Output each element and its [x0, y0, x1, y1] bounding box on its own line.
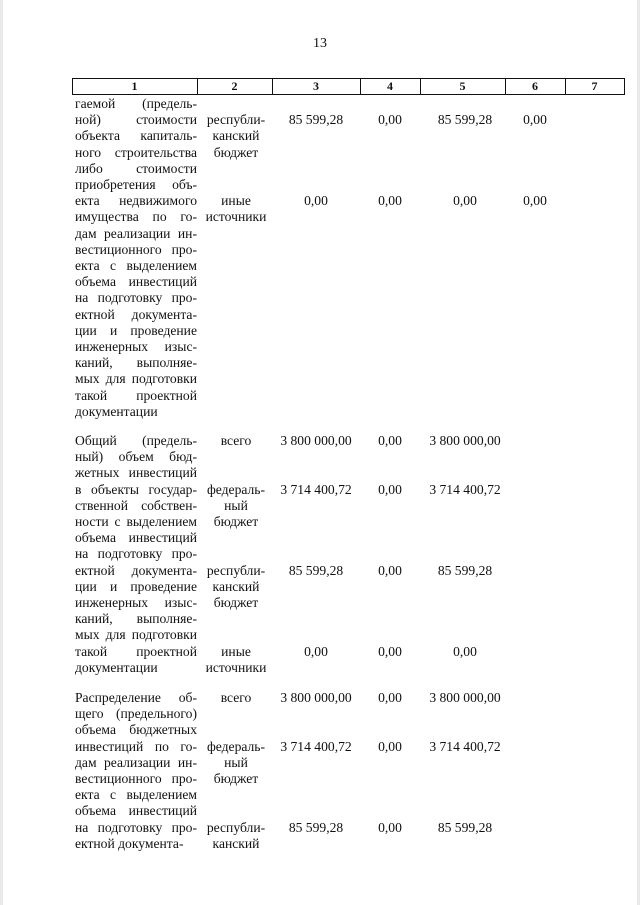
description-2	[75, 433, 197, 676]
description-line: на подготовку про-	[75, 819, 197, 835]
description-line: инженерных изыс-	[75, 595, 197, 611]
header-cell-7: 7	[591, 79, 598, 93]
description-line: такой проектной	[75, 643, 197, 659]
funding-source-line: бюджет	[213, 771, 259, 786]
funding-source-line: канский	[212, 578, 260, 594]
funding-source	[200, 644, 272, 676]
funding-source	[200, 112, 272, 161]
scan-edge	[0, 0, 3, 905]
value-col-3: 3 800 000,00	[280, 433, 352, 448]
funding-source	[200, 433, 272, 449]
value-col-3: 3 800 000,00	[280, 690, 352, 705]
funding-source-line: федераль-	[206, 481, 266, 497]
description-line: объема инвестиций	[75, 530, 197, 546]
description-line: вестиционного про-	[75, 771, 197, 787]
value-col-4: 0,00	[378, 690, 402, 705]
value-col-6: 0,00	[523, 112, 547, 128]
funding-source-line: иные	[221, 643, 251, 659]
description-line: в объекты государ-	[75, 481, 197, 497]
description-line: либо стоимости	[75, 160, 197, 176]
description-3	[75, 690, 197, 852]
description-line: каний, выполняе-	[75, 611, 197, 627]
header-cell-1: 1	[131, 79, 138, 93]
header-cell-3: 3	[313, 79, 319, 93]
value-col-3: 0,00	[304, 643, 328, 659]
funding-source-line: источники	[205, 209, 267, 225]
description-line: на подготовку про-	[75, 290, 197, 306]
funding-source	[200, 739, 272, 788]
page-number: 13	[313, 36, 327, 51]
funding-source	[200, 193, 272, 225]
header-cell-2: 2	[231, 79, 238, 93]
description-line: гаемой (предель-	[75, 96, 197, 111]
funding-source-line: канский	[212, 128, 260, 144]
funding-source-line: республи-	[206, 112, 266, 128]
description-line: дам реализации ин-	[75, 754, 197, 770]
description-line: ности с выделением	[75, 514, 197, 530]
funding-source-line: бюджет	[213, 514, 259, 529]
funding-source-line: всего	[220, 690, 252, 705]
description-line: дам реализации ин-	[75, 225, 197, 241]
value-col-4: 0,00	[378, 819, 402, 835]
value-col-4: 0,00	[378, 112, 402, 128]
value-col-5: 3 714 400,72	[429, 481, 501, 497]
value-col-5: 85 599,28	[437, 562, 493, 578]
value-col-3: 3 714 400,72	[280, 481, 352, 497]
funding-source-line: ный	[224, 754, 248, 770]
description-line: мых для подготовки	[75, 627, 197, 643]
description-line: такой проектной	[75, 387, 197, 403]
funding-source-line: канский	[212, 835, 260, 851]
funding-source	[200, 563, 272, 612]
value-col-5: 3 800 000,00	[429, 433, 501, 448]
description-line: Общий (предель-	[75, 433, 197, 448]
value-col-4: 0,00	[378, 738, 402, 754]
description-line: жетных инвестиций	[75, 465, 197, 481]
description-line: документации	[75, 403, 158, 419]
funding-source	[200, 690, 272, 706]
value-col-4: 0,00	[378, 562, 402, 578]
value-col-5: 0,00	[453, 643, 477, 659]
header-divider	[624, 78, 625, 95]
funding-source	[200, 820, 272, 852]
description-line: ной) стоимости	[75, 112, 197, 128]
description-line: щего (предельного)	[75, 706, 197, 722]
funding-source-line: ный	[224, 497, 248, 513]
description-line: каний, выполняе-	[75, 355, 197, 371]
value-col-6: 0,00	[523, 193, 547, 209]
funding-source-line: иные	[221, 193, 251, 209]
funding-source-line: федераль-	[206, 738, 266, 754]
description-line: ектной документа-	[75, 306, 197, 322]
description-line: объекта капиталь-	[75, 128, 197, 144]
funding-source	[200, 482, 272, 531]
description-line: ектной документа-	[75, 562, 197, 578]
description-line: ного строительства	[75, 144, 197, 160]
funding-source-line: республи-	[206, 562, 266, 578]
header-cell-5: 5	[459, 79, 466, 93]
description-line: мых для подготовки	[75, 371, 197, 387]
value-col-3: 85 599,28	[288, 819, 344, 835]
value-col-5: 0,00	[453, 193, 477, 209]
description-line: документации	[75, 659, 158, 675]
description-line: вестиционного про-	[75, 241, 197, 257]
description-line: екта с выделением	[75, 258, 197, 274]
header-bottom-rule	[72, 94, 624, 95]
description-line: ции и проведение	[75, 578, 197, 594]
description-line: объема инвестиций	[75, 803, 197, 819]
description-line: ный) объем бюд-	[75, 449, 197, 465]
value-col-4: 0,00	[378, 433, 402, 448]
description-line: инженерных изыс-	[75, 339, 197, 355]
value-col-4: 0,00	[378, 193, 402, 209]
value-col-5: 3 714 400,72	[429, 738, 501, 754]
value-col-4: 0,00	[378, 643, 402, 659]
value-col-3: 3 714 400,72	[280, 738, 352, 754]
funding-source-line: бюджет	[213, 144, 259, 160]
description-line: на подготовку про-	[75, 546, 197, 562]
value-col-5: 3 800 000,00	[429, 690, 501, 705]
funding-source-line: республи-	[206, 819, 266, 835]
header-cell-4: 4	[387, 79, 393, 93]
value-col-3: 85 599,28	[288, 562, 344, 578]
description-line: приобретения объ-	[75, 177, 197, 193]
description-line: Распределение об-	[75, 690, 197, 705]
description-line: имущества по го-	[75, 209, 197, 225]
value-col-5: 85 599,28	[437, 112, 493, 128]
description-line: ции и проведение	[75, 322, 197, 338]
description-line: объема инвестиций	[75, 274, 197, 290]
description-line: ственной собствен-	[75, 497, 197, 513]
description-line: екта с выделением	[75, 787, 197, 803]
value-col-5: 85 599,28	[437, 819, 493, 835]
value-col-3: 0,00	[304, 193, 328, 209]
description-line: объема бюджетных	[75, 722, 197, 738]
funding-source-line: источники	[205, 659, 267, 675]
funding-source-line: всего	[220, 433, 252, 448]
description-1	[75, 96, 197, 420]
description-line: екта недвижимого	[75, 193, 197, 209]
funding-source-line: бюджет	[213, 595, 259, 610]
value-col-3: 85 599,28	[288, 112, 344, 128]
value-col-4: 0,00	[378, 481, 402, 497]
description-line: инвестиций по го-	[75, 738, 197, 754]
header-cell-6: 6	[532, 79, 538, 93]
description-line: ектной документа-	[75, 835, 184, 851]
